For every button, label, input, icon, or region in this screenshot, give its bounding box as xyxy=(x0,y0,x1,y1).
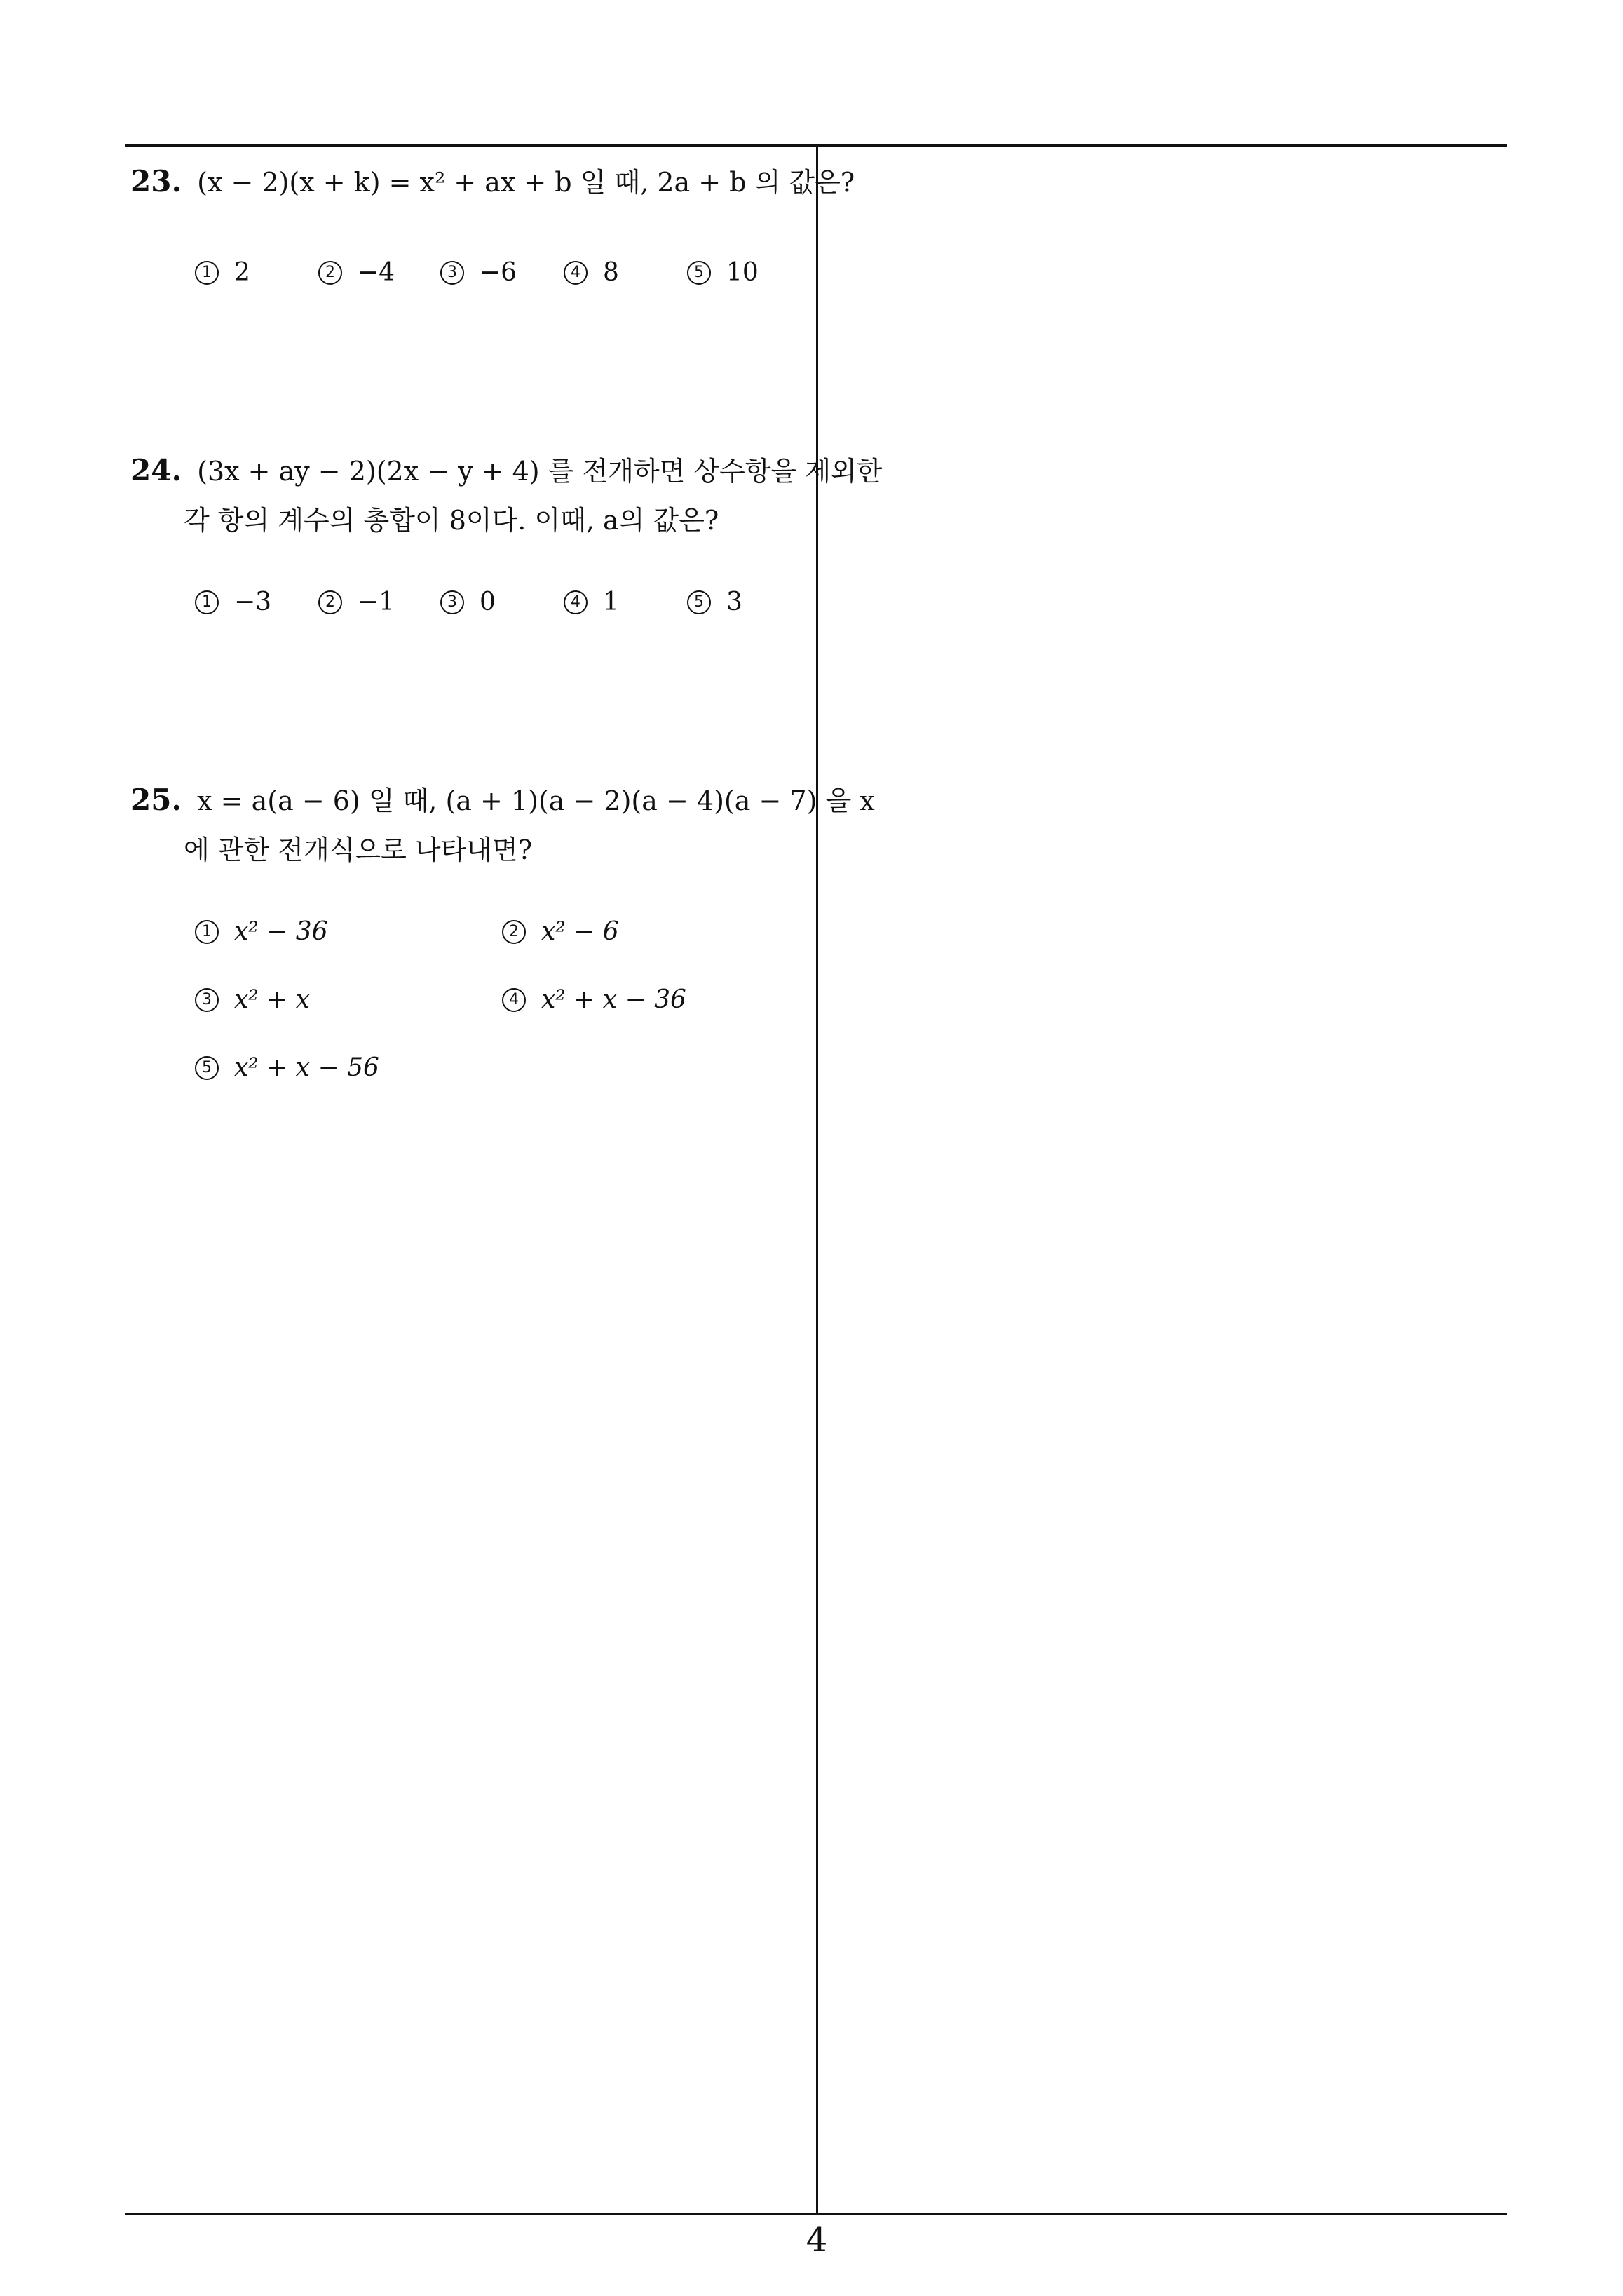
q25-choice-5[interactable] xyxy=(195,1053,379,1082)
question-25-text-2: 에 관한 전개식으로 나타내면? xyxy=(184,835,533,865)
choice-text: −1 xyxy=(358,588,395,616)
question-24-line-2 xyxy=(130,496,810,545)
question-23-number: 23. xyxy=(130,164,182,198)
choice-marker-5-icon: 5 xyxy=(687,261,711,285)
column-divider xyxy=(816,144,818,2215)
q24-choice-3[interactable] xyxy=(440,588,496,616)
choice-marker-4-icon: 4 xyxy=(502,988,526,1012)
choice-marker-5-icon: 5 xyxy=(195,1056,219,1080)
q25-choice-1[interactable] xyxy=(195,917,328,946)
question-24-number: 24. xyxy=(130,453,182,487)
q24-choice-2[interactable] xyxy=(318,588,395,616)
choice-text: x² − 6 xyxy=(541,917,619,946)
choice-marker-3-icon: 3 xyxy=(195,988,219,1012)
choice-text: 3 xyxy=(726,588,742,616)
choice-text: −3 xyxy=(234,588,272,616)
question-24-line-1 xyxy=(130,446,883,496)
q25-choice-4[interactable] xyxy=(502,985,686,1014)
choice-marker-4-icon: 4 xyxy=(564,590,588,614)
choice-text: −4 xyxy=(358,258,395,287)
choice-text: 0 xyxy=(480,588,496,616)
q24-choice-4[interactable] xyxy=(564,588,619,616)
question-25-line-1 xyxy=(130,776,875,825)
question-23-text: (x − 2)(x + k) = x² + ax + b 일 때, 2a + b 의 값은? xyxy=(197,167,855,198)
q24-choice-1[interactable] xyxy=(195,588,271,616)
choice-text: 2 xyxy=(234,258,250,287)
choice-marker-5-icon: 5 xyxy=(687,590,711,614)
choice-marker-2-icon: 2 xyxy=(502,920,526,944)
q23-choice-4[interactable] xyxy=(564,258,619,287)
choice-marker-2-icon: 2 xyxy=(318,590,342,614)
bottom-rule xyxy=(125,2213,1507,2215)
q23-choice-5[interactable] xyxy=(687,258,759,287)
choice-marker-3-icon: 3 xyxy=(440,261,464,285)
choice-marker-3-icon: 3 xyxy=(440,590,464,614)
choice-marker-1-icon: 1 xyxy=(195,261,219,285)
choice-marker-4-icon: 4 xyxy=(564,261,588,285)
q24-choice-5[interactable] xyxy=(687,588,742,616)
choice-text: x² − 36 xyxy=(234,917,328,946)
q23-choice-2[interactable] xyxy=(318,258,395,287)
question-25 xyxy=(130,776,875,874)
question-23 xyxy=(130,157,855,207)
question-25-text-1: x = a(a − 6) 일 때, (a + 1)(a − 2)(a − 4)(a − 7) 을 x xyxy=(197,785,875,816)
choice-text: −6 xyxy=(480,258,517,287)
question-24-text-1: (3x + ay − 2)(2x − y + 4) 를 전개하면 상수항을 제외한 xyxy=(197,456,883,487)
choice-text: 10 xyxy=(726,258,759,287)
q23-choice-1[interactable] xyxy=(195,258,250,287)
question-24-text-2: 각 항의 계수의 총합이 8이다. 이때, a의 값은? xyxy=(184,505,719,536)
q23-choice-3[interactable] xyxy=(440,258,517,287)
question-25-number: 25. xyxy=(130,783,182,817)
q25-choice-2[interactable] xyxy=(502,917,619,946)
choice-marker-1-icon: 1 xyxy=(195,590,219,614)
q25-choice-3[interactable] xyxy=(195,985,310,1014)
question-24 xyxy=(130,446,883,545)
choice-text: 1 xyxy=(603,588,619,616)
choice-marker-2-icon: 2 xyxy=(318,261,342,285)
choice-text: 8 xyxy=(603,258,619,287)
question-25-line-2 xyxy=(130,825,810,874)
choice-text: x² + x xyxy=(234,985,311,1014)
choice-marker-1-icon: 1 xyxy=(195,920,219,944)
choice-text: x² + x − 36 xyxy=(541,985,686,1014)
question-23-line-1 xyxy=(130,157,855,207)
page-number: 4 xyxy=(806,2220,828,2260)
choice-text: x² + x − 56 xyxy=(234,1053,379,1082)
